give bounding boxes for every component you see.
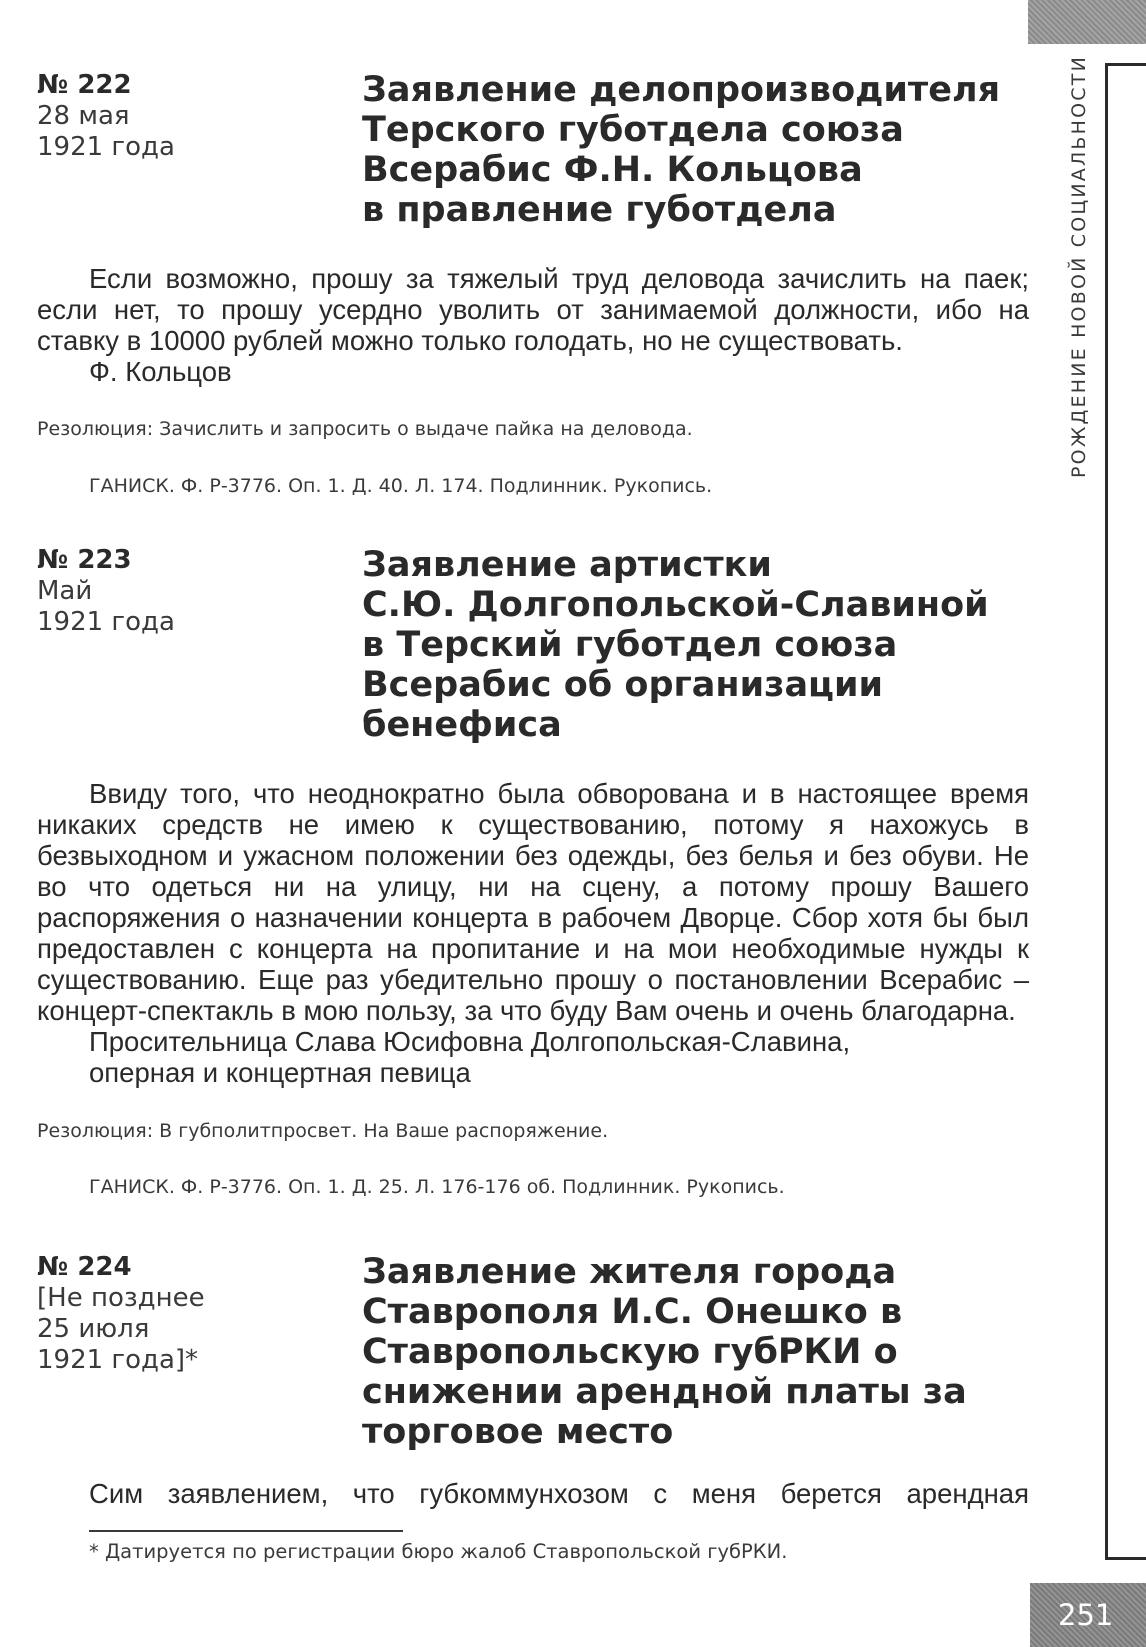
title-line: Всерабис об организации	[362, 665, 884, 705]
archive-source: ГАНИСК. Ф. Р-3776. Оп. 1. Д. 25. Л. 176-176 об. Подлинник. Рукопись.	[89, 1176, 785, 1198]
document-title	[362, 70, 1022, 230]
document-date-line: 1921 года]*	[37, 1345, 199, 1375]
body-paragraph: Если возможно, прошу за тяжелый труд деловода зачислить на паек; если нет, то прошу усердно уволить от занимаемой должности, ибо на ставку в 10000 рублей можно только голодать, но не существовать.	[37, 263, 1029, 356]
title-line: Ставропольскую губРКИ о	[362, 1332, 898, 1372]
archive-source: ГАНИСК. Ф. Р-3776. Оп. 1. Д. 40. Л. 174. Подлинник. Рукопись.	[89, 475, 713, 497]
footnote-divider	[89, 1530, 403, 1532]
signature: Просительница Слава Юсифовна Долгопольская-Славина,	[89, 1026, 851, 1057]
signature: оперная и концертная певица	[89, 1057, 471, 1088]
margin-bracket-rule	[1105, 63, 1146, 1560]
document-body	[37, 263, 1029, 387]
document-date-line: 1921 года	[37, 132, 175, 162]
document-date-line: 28 мая	[37, 101, 130, 131]
title-line: в Терский губотдел союза	[362, 625, 898, 665]
document-body	[37, 778, 1029, 1088]
document-date-line: Май	[37, 576, 93, 606]
title-line: Ставрополя И.С. Онешко в	[362, 1292, 903, 1332]
title-line: бенефиса	[362, 705, 562, 745]
footnote: * Датируется по регистрации бюро жалоб Ставропольской губРКИ.	[89, 1540, 788, 1563]
title-line: снижении арендной платы за	[362, 1372, 967, 1412]
document-body	[37, 1478, 1029, 1509]
document-number: № 222	[37, 70, 132, 100]
body-paragraph: Ввиду того, что неоднократно была обворована и в настоящее время никаких средств не имею к существованию, потому я нахожусь в безвыходном и ужасном положении без одежды, без белья и без обуви. Не во что одеться ни на улицу, ни на сцену, а потому прошу Вашего распоряжения о назначении концерта в рабочем Дворце. Сбор хотя бы был предоставлен с концерта на пропитание и на мои необходимые нужды к существованию. Еще раз убедительно прошу о постановлении Всерабис – концерт-спектакль в мою пользу, за что буду Вам очень и очень благодарна.	[37, 778, 1029, 1026]
document-date-line: 1921 года	[37, 607, 175, 637]
title-line: Всерабис Ф.Н. Кольцова	[362, 150, 863, 190]
document-date-line: [Не позднее	[37, 1283, 205, 1313]
title-line: в правление губотдела	[362, 190, 837, 230]
document-number: № 224	[37, 1252, 132, 1282]
page-number: 251	[1030, 1583, 1146, 1647]
document-meta	[37, 70, 337, 163]
body-paragraph: Сим заявлением, что губкоммунхозом с меня берется арендная	[89, 1478, 1029, 1509]
corner-tab-decoration	[1028, 0, 1146, 44]
document-meta	[37, 545, 337, 638]
title-line: Заявление делопроизводителя	[362, 70, 1001, 110]
document-date-line: 25 июля	[37, 1314, 150, 1344]
title-line: торговое место	[362, 1412, 674, 1452]
document-meta	[37, 1252, 337, 1376]
signature: Ф. Кольцов	[89, 356, 232, 387]
title-line: Заявление жителя города	[362, 1252, 897, 1292]
resolution: Резолюция: Зачислить и запросить о выдаче пайка на деловода.	[37, 418, 693, 440]
running-head: РОЖДЕНИЕ НОВОЙ СОЦИАЛЬНОСТИ	[1068, 55, 1090, 478]
document-title	[362, 545, 1022, 745]
resolution: Резолюция: В губполитпросвет. На Ваше распоряжение.	[37, 1120, 609, 1142]
title-line: Терского губотдела союза	[362, 110, 904, 150]
document-title	[362, 1252, 1022, 1452]
title-line: Заявление артистки	[362, 545, 772, 585]
document-number: № 223	[37, 545, 132, 575]
title-line: С.Ю. Долгопольской-Славиной	[362, 585, 989, 625]
